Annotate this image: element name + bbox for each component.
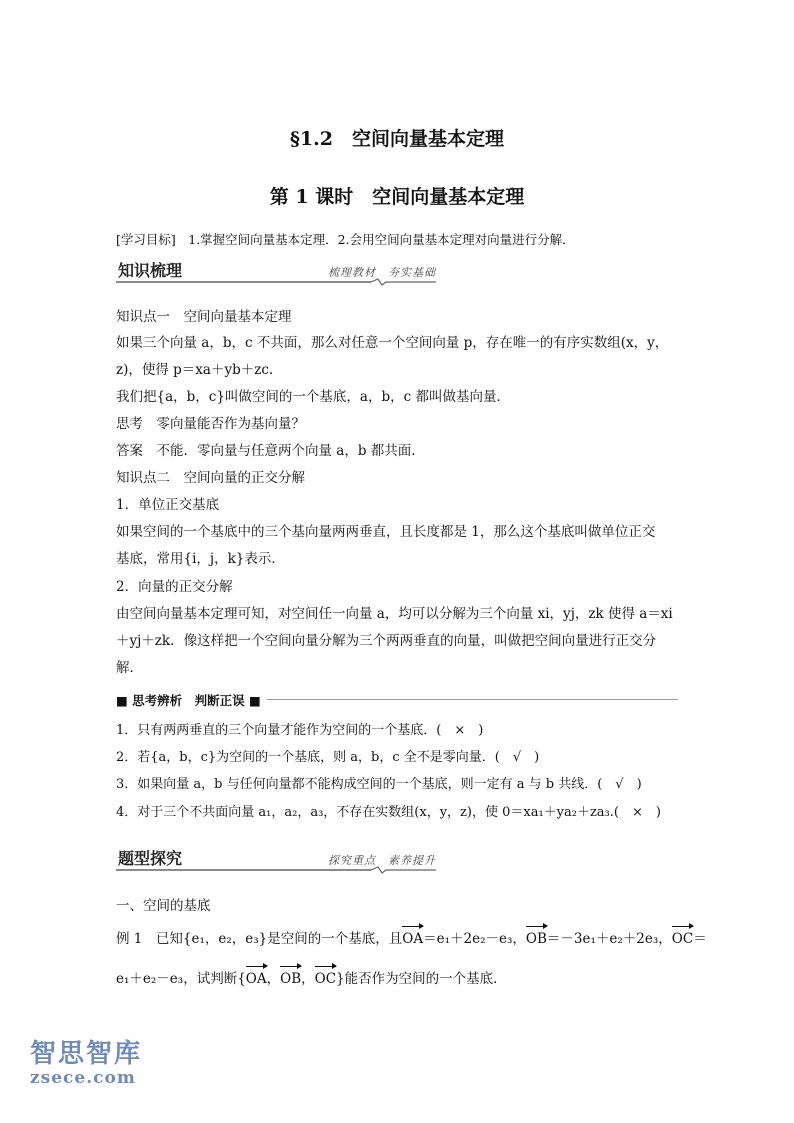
kp2-sub-1: 1．单位正交基底 — [116, 497, 220, 513]
learning-objectives: [学习目标] 1.掌握空间向量基本定理．2.会用空间向量基本定理对向量进行分解． — [116, 232, 575, 247]
judge-item-1: 1．只有两两垂直的三个向量才能作为空间的一个基底．( × ) — [116, 723, 484, 738]
section-underline — [116, 866, 436, 874]
example1-eq3: ＝ — [693, 931, 707, 947]
judge-header-row — [116, 690, 678, 708]
vector-oa: OA — [245, 971, 267, 987]
kp2-sub-2: 2．向量的正交分解 — [116, 579, 233, 595]
kp2-heading: 知识点二 空间向量的正交分解 — [116, 470, 305, 486]
kp2-line-2: 基底，常用{i，j，k}表示． — [116, 551, 285, 567]
kp2-line-4: ＋yj＋zk．像这样把一个空间向量分解为三个两两垂直的向量，叫做把空间向量进行正交分 — [116, 633, 657, 649]
kp2-line-1: 如果空间的一个基底中的三个基向量两两垂直，且长度都是 1，那么这个基底叫做单位正交 — [116, 524, 656, 540]
watermark-logo — [30, 1040, 142, 1088]
kp1-answer: 答案 不能．零向量与任意两个向量 a，b 都共面． — [116, 443, 425, 459]
section-header-explore — [116, 846, 436, 876]
vector-oc: OC — [314, 971, 337, 987]
example1-eq1: ＝e₁＋2e₂－e₃， — [423, 931, 526, 947]
kp1-heading: 知识点一 空间向量基本定理 — [116, 309, 292, 325]
kp1-think: 思考 零向量能否作为基向量？ — [116, 416, 305, 432]
topic1-heading: 一、空间的基底 — [116, 898, 211, 914]
example1-line2d: }能否作为空间的一个基底． — [336, 971, 507, 987]
watermark-cn: 智思智库 — [30, 1039, 143, 1069]
kp2-line-3: 由空间向量基本定理可知，对空间任一向量 a，均可以分解为三个向量 xi，yj，zk 使得 a＝xi — [116, 606, 673, 622]
vector-ob: OB — [525, 931, 547, 947]
example1-line2c: ， — [301, 971, 315, 987]
example1-line-1 — [116, 930, 707, 948]
vector-ob: OB — [280, 971, 302, 987]
section-underline — [116, 278, 436, 286]
example1-line-2 — [116, 970, 507, 988]
judge-item-4: 4．对于三个不共面向量 a₁，a₂，a₃，不存在实数组(x，y，z)，使 0＝xa₁＋ya₂＋za₃.( × ) — [116, 805, 661, 820]
vector-oc: OC — [671, 931, 694, 947]
section-header-subtitle: 梳理教材 夯实基础 — [328, 266, 436, 279]
kp1-line-1: 如果三个向量 a，b，c 不共面，那么对任意一个空间向量 p，存在唯一的有序实数组(x，y， — [116, 335, 669, 351]
kp1-line-3: 我们把{a，b，c}叫做空间的一个基底，a，b，c 都叫做基向量． — [116, 389, 510, 405]
example1-eq2: ＝－3e₁＋e₂＋2e₃， — [546, 931, 672, 947]
kp1-line-2: z)，使得 p＝xa＋yb＋zc. — [116, 362, 274, 378]
vector-oa: OA — [402, 931, 424, 947]
section-header-title: 题型探究 — [118, 849, 183, 868]
lesson-title: 第 1 课时 空间向量基本定理 — [269, 186, 525, 208]
watermark-en: zsece.com — [30, 1068, 136, 1088]
section-header-subtitle: 探究重点 素养提升 — [328, 854, 436, 867]
judge-item-3: 3．如果向量 a，b 与任何向量都不能构成空间的一个基底，则一定有 a 与 b 共线．( √ ) — [116, 777, 642, 792]
section-header-title: 知识梳理 — [118, 261, 183, 280]
section-header-knowledge — [116, 258, 436, 288]
judge-header: ■ 思考辨析 判断正误 ■ — [116, 693, 267, 708]
example1-line2a: e₁＋e₂－e₃，试判断{ — [116, 971, 246, 987]
judge-item-2: 2．若{a，b，c}为空间的一个基底，则 a，b，c 全不是零向量．( √ ) — [116, 750, 540, 765]
example1-line2b: ， — [266, 971, 281, 987]
example1-intro: 例 1 已知{e₁，e₂，e₃}是空间的一个基底，且 — [116, 931, 403, 947]
section-title: §1.2 空间向量基本定理 — [290, 128, 504, 150]
kp2-line-5: 解． — [116, 660, 143, 676]
